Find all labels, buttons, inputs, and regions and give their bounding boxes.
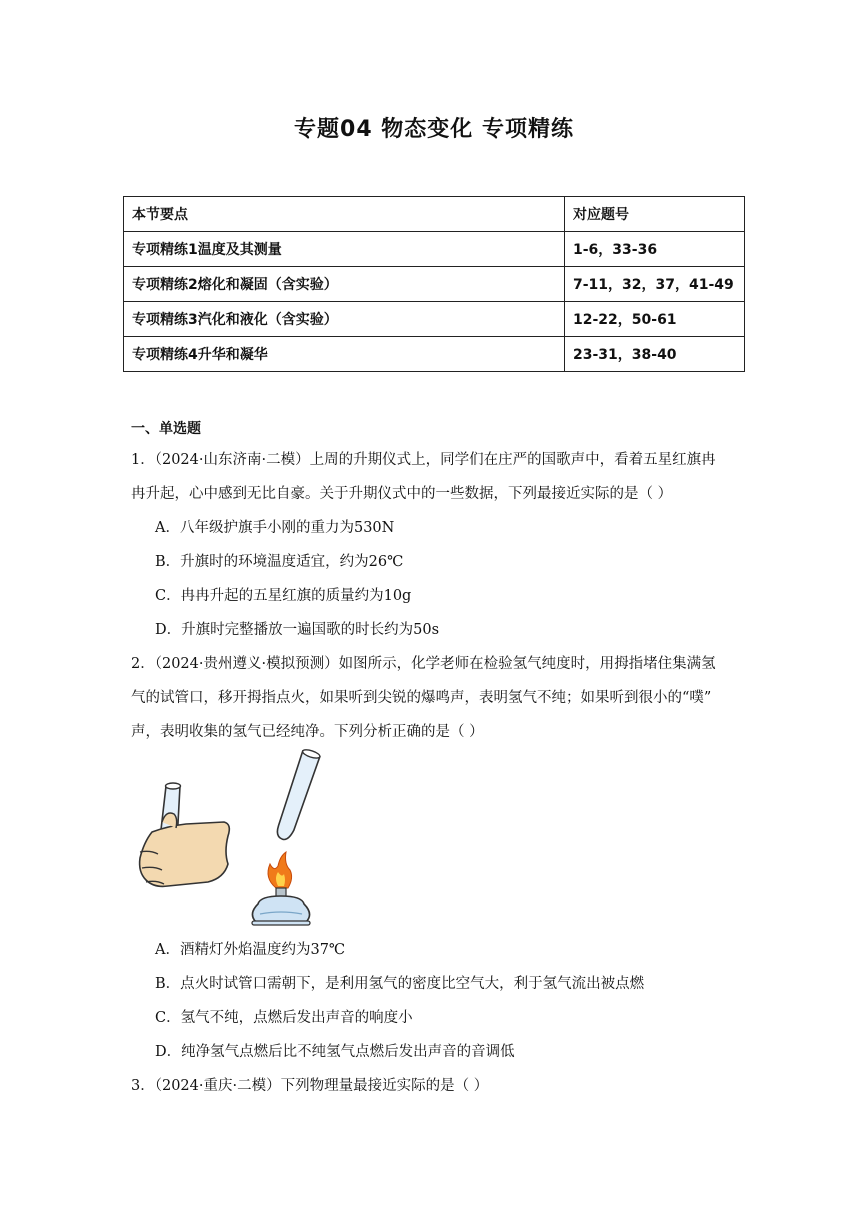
question-2-text: 声，表明收集的氢气已经纯净。下列分析正确的是（ ） <box>131 724 484 740</box>
alcohol-lamp-icon <box>252 888 310 925</box>
table-cell-questions: 7-11，32，37，41-49 <box>565 267 745 302</box>
test-tube-icon <box>275 748 321 842</box>
hand-icon <box>140 813 230 886</box>
flame-icon <box>268 852 292 888</box>
table-row <box>124 267 745 302</box>
table-row <box>124 337 745 372</box>
table-cell-questions: 1-6，33-36 <box>565 232 745 267</box>
table-header-row <box>124 197 745 232</box>
page-title: 专题04 物态变化 专项精练 <box>294 117 574 142</box>
question-2-option-b: B．点火时试管口需朝下，是利用氢气的密度比空气大，利于氢气流出被点燃 <box>155 976 645 992</box>
section-heading: 一、单选题 <box>131 421 201 437</box>
table-cell-questions: 12-22，50-61 <box>565 302 745 337</box>
table-cell-topic: 专项精练1温度及其测量 <box>124 232 565 267</box>
question-1-option-c: C．冉冉升起的五星红旗的质量约为10g <box>155 588 412 604</box>
topic-index-table <box>123 196 745 372</box>
table-row <box>124 302 745 337</box>
table-cell-topic: 专项精练4升华和凝华 <box>124 337 565 372</box>
question-1-text: 1．（2024·山东济南·二模）上周的升期仪式上，同学们在庄严的国歌声中，看着五星红旗冉 <box>131 452 716 468</box>
table-cell-topic: 专项精练3汽化和液化（含实验） <box>124 302 565 337</box>
question-1-option-b: B．升旗时的环境温度适宜，约为26℃ <box>155 554 404 570</box>
question-2-option-c: C．氢气不纯，点燃后发出声音的响度小 <box>155 1010 413 1026</box>
question-2-option-a: A．酒精灯外焰温度约为37℃ <box>155 942 346 958</box>
question-2-text: 2．（2024·贵州遵义·模拟预测）如图所示，化学老师在检验氢气纯度时，用拇指堵住集满氢 <box>131 656 716 672</box>
hydrogen-test-illustration <box>128 748 348 928</box>
table-cell-questions: 23-31，38-40 <box>565 337 745 372</box>
question-1-option-a: A．八年级护旗手小刚的重力为530N <box>155 520 395 536</box>
table-header-cell: 本节要点 <box>124 197 565 232</box>
question-2-text: 气的试管口，移开拇指点火，如果听到尖锐的爆鸣声，表明氢气不纯；如果听到很小的“噗” <box>131 690 712 706</box>
table-cell-topic: 专项精练2熔化和凝固（含实验） <box>124 267 565 302</box>
table-header-cell: 对应题号 <box>565 197 745 232</box>
question-1-text: 冉升起，心中感到无比自豪。关于升期仪式中的一些数据，下列最接近实际的是（ ） <box>131 486 673 502</box>
question-1-option-d: D．升旗时完整播放一遍国歌的时长约为50s <box>155 622 440 638</box>
question-2-option-d: D．纯净氢气点燃后比不纯氢气点燃后发出声音的音调低 <box>155 1044 515 1060</box>
question-3-text: 3．（2024·重庆·二模）下列物理量最接近实际的是（ ） <box>131 1078 489 1094</box>
table-row <box>124 232 745 267</box>
